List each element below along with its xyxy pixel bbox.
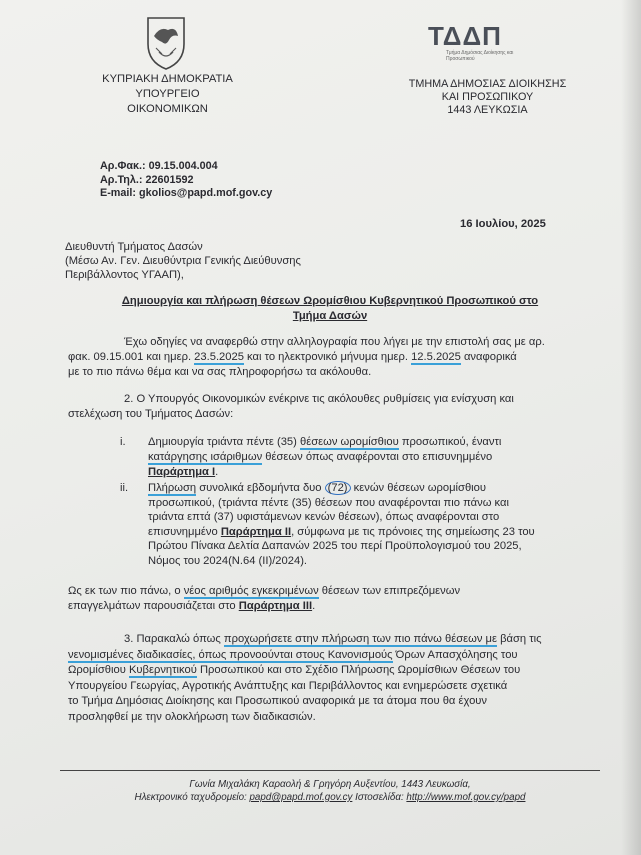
- subject-line1: Δημιουργία και πλήρωση θέσεων Ωρομίσθιου Κυβερνητικού Προσωπικού στο: [121, 295, 539, 307]
- recipient-line1: Διευθυντή Τμήματος Δασών: [65, 241, 203, 253]
- footer-divider: [60, 770, 600, 771]
- item-i-line3: Παράρτημα Ι.: [148, 466, 219, 478]
- p3-line2: νενομισμένες διαδικασίες, όπως προνοούνται στους Κανονισμούς Όρων Απασχόλησης του: [68, 648, 518, 661]
- p1-line1: Έχω οδηγίες να αναφερθώ στην αλληλογραφία που λήγει με την επιστολή σας με αρ.: [124, 336, 545, 348]
- p3-highlight-1: προχωρήσετε στην πλήρωση των πιο πάνω θέσεων με: [223, 633, 497, 645]
- subject: [70, 294, 590, 323]
- p1-line3: με το πιο πάνω θέμα και να σας πληροφορήσω τα ακόλουθα.: [68, 366, 372, 378]
- cyprus-emblem-icon: [142, 14, 190, 72]
- p3-line5: το Τμήμα Δημόσιας Διοίκησης και Προσωπικού αναφορικά με τα άτομα που θα έχουν: [68, 695, 487, 707]
- item-i: [148, 435, 598, 480]
- ministry-name: ΟΙΚΟΝΟΜΙΚΩΝ: [127, 103, 208, 115]
- p3-line4: Υπουργείου Γεωργίας, Αγροτικής Ανάπτυξης και Περιβάλλοντος και ενημερώσετε σχετικά: [68, 679, 508, 692]
- summary-highlight: νέος αριθμός εγκεκριμένων: [183, 585, 319, 597]
- ps-line2: επαγγελμάτων παρουσιάζεται στο Παράρτημα ΙΙΙ.: [68, 600, 316, 612]
- footer-email-link[interactable]: papd@papd.mof.gov.cy: [249, 792, 353, 803]
- subject-line2: Τμήμα Δασών: [292, 309, 368, 322]
- p3-highlight-3: Κυβερνητικού: [128, 664, 197, 676]
- footer: [60, 778, 600, 804]
- republic-label: ΚΥΠΡΙΑΚΗ ΔΗΜΟΚΡΑΤΙΑ: [102, 73, 233, 85]
- recipient-line3: Περιβάλλοντος ΥΓΑΑΠ),: [65, 269, 184, 281]
- date-highlight-2: 12.5.2025: [411, 351, 461, 363]
- footer-website-link[interactable]: http://www.mof.gov.cy/papd: [406, 792, 526, 803]
- item-ii-line5: Πρώτου Πίνακα Δελτία Δαπανών 2025 του περί Προϋπολογισμού του 2025,: [148, 540, 522, 553]
- recipient: [65, 240, 301, 282]
- page-shadow: [621, 0, 641, 855]
- item-i-number: i.: [120, 436, 126, 448]
- department-line2: ΚΑΙ ΠΡΟΣΩΠΙΚΟΥ: [441, 91, 534, 103]
- file-number: Αρ.Φακ.: 09.15.004.004: [100, 160, 218, 172]
- item-i-line1: Δημιουργία τριάντα πέντε (35) θέσεων ωρομίσθιου προσωπικού, έναντι: [148, 436, 502, 448]
- item-ii: [148, 481, 598, 569]
- item-i-highlight-1: θέσεων ωρομίσθιου: [299, 436, 399, 448]
- paragraph-3: [68, 632, 603, 725]
- department-address: 1443 ΛΕΥΚΩΣΙΑ: [447, 104, 528, 116]
- logo-text: ΤΔΔΠ: [428, 21, 502, 51]
- ministry-label: ΥΠΟΥΡΓΕΙΟ: [135, 88, 200, 100]
- annex-2: Παράρτημα ΙΙ: [220, 525, 292, 538]
- p2-line2: στελέχωση του Τμήματος Δασών:: [68, 408, 234, 420]
- item-ii-line2: προσωπικού, (τριάντα πέντε (35) θέσεων που αναφέρονται πιο πάνω και: [148, 496, 509, 509]
- logo-caption: Τμήμα Δημόσιας Διοίκησης και Προσωπικού: [446, 50, 514, 62]
- p3-line6: προσληφθεί με την ολοκλήρωση των διαδικασιών.: [68, 710, 316, 723]
- letter-date: 16 Ιουλίου, 2025: [460, 218, 546, 230]
- item-i-line2: κατάργησης ισάριθμων θέσεων όπως αναφέρονται στο επισυνημμένο: [148, 451, 493, 463]
- phone-number: Αρ.Τηλ.: 22601592: [100, 173, 194, 186]
- item-ii-line3: τριάντα επτά (37) υφιστάμενων κενών θέσεων), όπως αναφέρονται στο: [148, 511, 500, 524]
- paragraph-1: [68, 335, 598, 380]
- annex-1: Παράρτημα Ι: [148, 466, 216, 478]
- number-circle: (72): [325, 481, 351, 495]
- department-line1: ΤΜΗΜΑ ΔΗΜΟΣΙΑΣ ΔΙΟΙΚΗΣΗΣ: [408, 78, 567, 90]
- item-ii-line4: επισυνημμένο Παράρτημα ΙΙ, σύμφωνα με τις πρόνοιες της σημείωσης 23 του: [148, 525, 535, 538]
- item-ii-number: ii.: [120, 482, 129, 494]
- paragraph-2: [68, 392, 598, 422]
- p2-line1: 2. Ο Υπουργός Οικονομικών ενέκρινε τις ακόλουθες ρυθμίσεις για ενίσχυση και: [124, 393, 514, 405]
- p3-highlight-2: νενομισμένες διαδικασίες, όπως προνοούνται στους Κανονισμούς: [68, 648, 393, 661]
- annex-3: Παράρτημα ΙΙΙ: [238, 600, 313, 612]
- p3-line3: Ωρομίσθιου Κυβερνητικού Προσωπικού και στο Σχέδιο Πλήρωσης Ωρομίσθιων Θέσεων του: [68, 664, 521, 676]
- ps-line1: Ως εκ των πιο πάνω, ο νέος αριθμός εγκεκριμένων θέσεων των επιπρεζόμενων: [68, 585, 461, 597]
- date-highlight-1: 23.5.2025: [194, 351, 244, 363]
- tddp-logo: [428, 22, 528, 62]
- item-ii-line1: Πλήρωση συνολικά εβδομήντα δυο (72) κενών θέσεων ωρομίσθιου: [148, 482, 486, 494]
- recipient-line2: (Μέσω Αν. Γεν. Διευθύντρια Γενικής Διεύθυνσης: [65, 255, 301, 267]
- header-left: [100, 72, 235, 117]
- p1-line2: φακ. 09.15.001 και ημερ. 23.5.2025 και το ηλεκτρονικό μήνυμα ημερ. 12.5.2025 αναφορικά: [68, 351, 517, 363]
- footer-contact: Ηλεκτρονικό ταχυδρομείο: papd@papd.mof.gov.cy Ιστοσελίδα: http://www.mof.gov.cy/papd: [134, 792, 526, 803]
- footer-address: Γωνία Μιχαλάκη Καραολή & Γρηγόρη Αυξεντίου, 1443 Λευκωσία,: [189, 779, 471, 790]
- paragraph-summary: [68, 584, 598, 614]
- p3-line1: 3. Παρακαλώ όπως προχωρήσετε στην πλήρωση των πιο πάνω θέσεων με βάση τις: [124, 633, 542, 645]
- header-right: [395, 78, 580, 117]
- references: [100, 160, 272, 201]
- item-ii-line6: Νόμος του 2024(Ν.64 (ΙΙ)/2024).: [148, 554, 308, 567]
- item-ii-highlight: Πλήρωση: [148, 482, 197, 494]
- email-address: E-mail: gkolios@papd.mof.gov.cy: [100, 187, 273, 199]
- item-i-highlight-2: κατάργησης ισάριθμων: [148, 451, 263, 463]
